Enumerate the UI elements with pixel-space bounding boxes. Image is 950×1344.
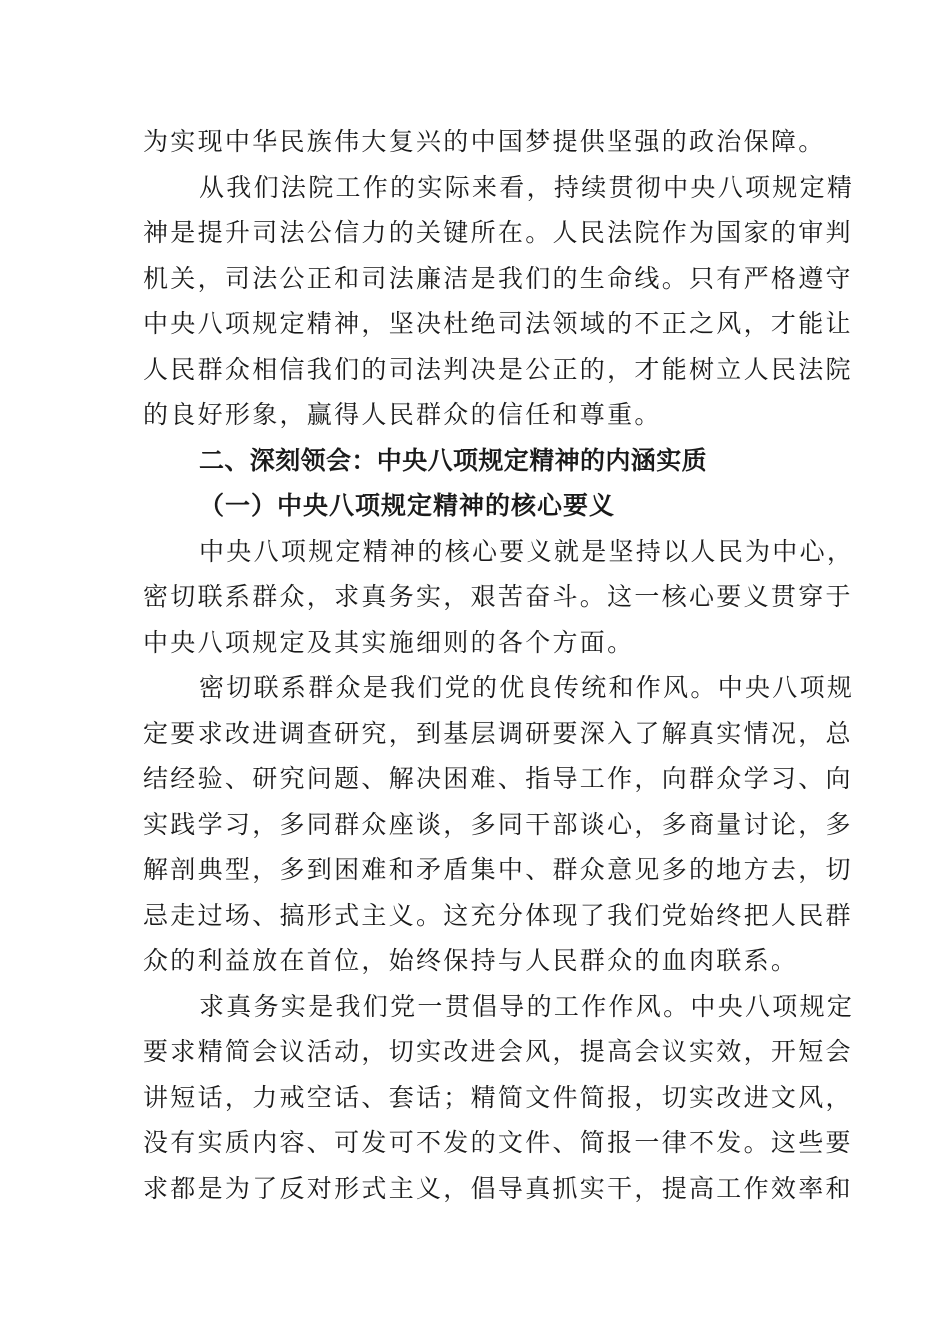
document-body [143, 119, 855, 1211]
section-heading: 二、深刻领会：中央八项规定精神的内涵实质 [199, 445, 708, 475]
paragraph-masses-line: 众的利益放在首位，始终保持与人民群众的血肉联系。 [143, 946, 799, 975]
paragraph-pragmatism-line: 要求精简会议活动，切实改进会风，提高会议实效，开短会 [143, 1037, 853, 1066]
paragraph-pragmatism-line: 求真务实是我们党一贯倡导的工作作风。中央八项规定 [199, 991, 855, 1021]
paragraph-masses-line: 结经验、研究问题、解决困难、指导工作，向群众学习、向 [143, 764, 853, 793]
subsection-heading: （一）中央八项规定精神的核心要义 [199, 491, 616, 520]
paragraph-court-work-line: 机关，司法公正和司法廉洁是我们的生命线。只有严格遵守 [143, 263, 853, 293]
paragraph-court-work-line: 神是提升司法公信力的关键所在。人民法院作为国家的审判 [143, 218, 853, 247]
paragraph-masses-line: 解剖典型，多到困难和矛盾集中、群众意见多的地方去，切 [143, 855, 853, 884]
paragraph-pragmatism-line: 没有实质内容、可发可不发的文件、简报一律不发。这些要 [143, 1128, 853, 1157]
paragraph-masses-line: 忌走过场、搞形式主义。这充分体现了我们党始终把人民群 [143, 900, 853, 930]
paragraph-court-work-line: 从我们法院工作的实际来看，持续贯彻中央八项规定精 [199, 172, 855, 202]
paragraph-core-meaning-line: 密切联系群众，求真务实，艰苦奋斗。这一核心要义贯穿于 [143, 582, 853, 611]
paragraph-court-work-line: 的良好形象，赢得人民群众的信任和尊重。 [143, 400, 662, 429]
paragraph-continuation-line: 为实现中华民族伟大复兴的中国梦提供坚强的政治保障。 [143, 127, 826, 156]
paragraph-pragmatism-line: 求都是为了反对形式主义，倡导真抓实干，提高工作效率和 [143, 1173, 853, 1203]
paragraph-core-meaning-line: 中央八项规定精神的核心要义就是坚持以人民为中心， [199, 536, 855, 566]
paragraph-court-work-line: 人民群众相信我们的司法判决是公正的，才能树立人民法院 [143, 354, 853, 384]
paragraph-pragmatism-line: 讲短话，力戒空话、套话；精简文件简报，切实改进文风， [143, 1082, 853, 1112]
paragraph-masses-line: 密切联系群众是我们党的优良传统和作风。中央八项规 [199, 673, 855, 702]
paragraph-masses-line: 定要求改进调查研究，到基层调研要深入了解真实情况，总 [143, 718, 853, 748]
paragraph-court-work-line: 中央八项规定精神，坚决杜绝司法领域的不正之风，才能让 [143, 309, 853, 338]
paragraph-masses-line: 实践学习，多同群众座谈，多同干部谈心，多商量讨论，多 [143, 809, 853, 839]
paragraph-core-meaning-line: 中央八项规定及其实施细则的各个方面。 [143, 627, 635, 657]
